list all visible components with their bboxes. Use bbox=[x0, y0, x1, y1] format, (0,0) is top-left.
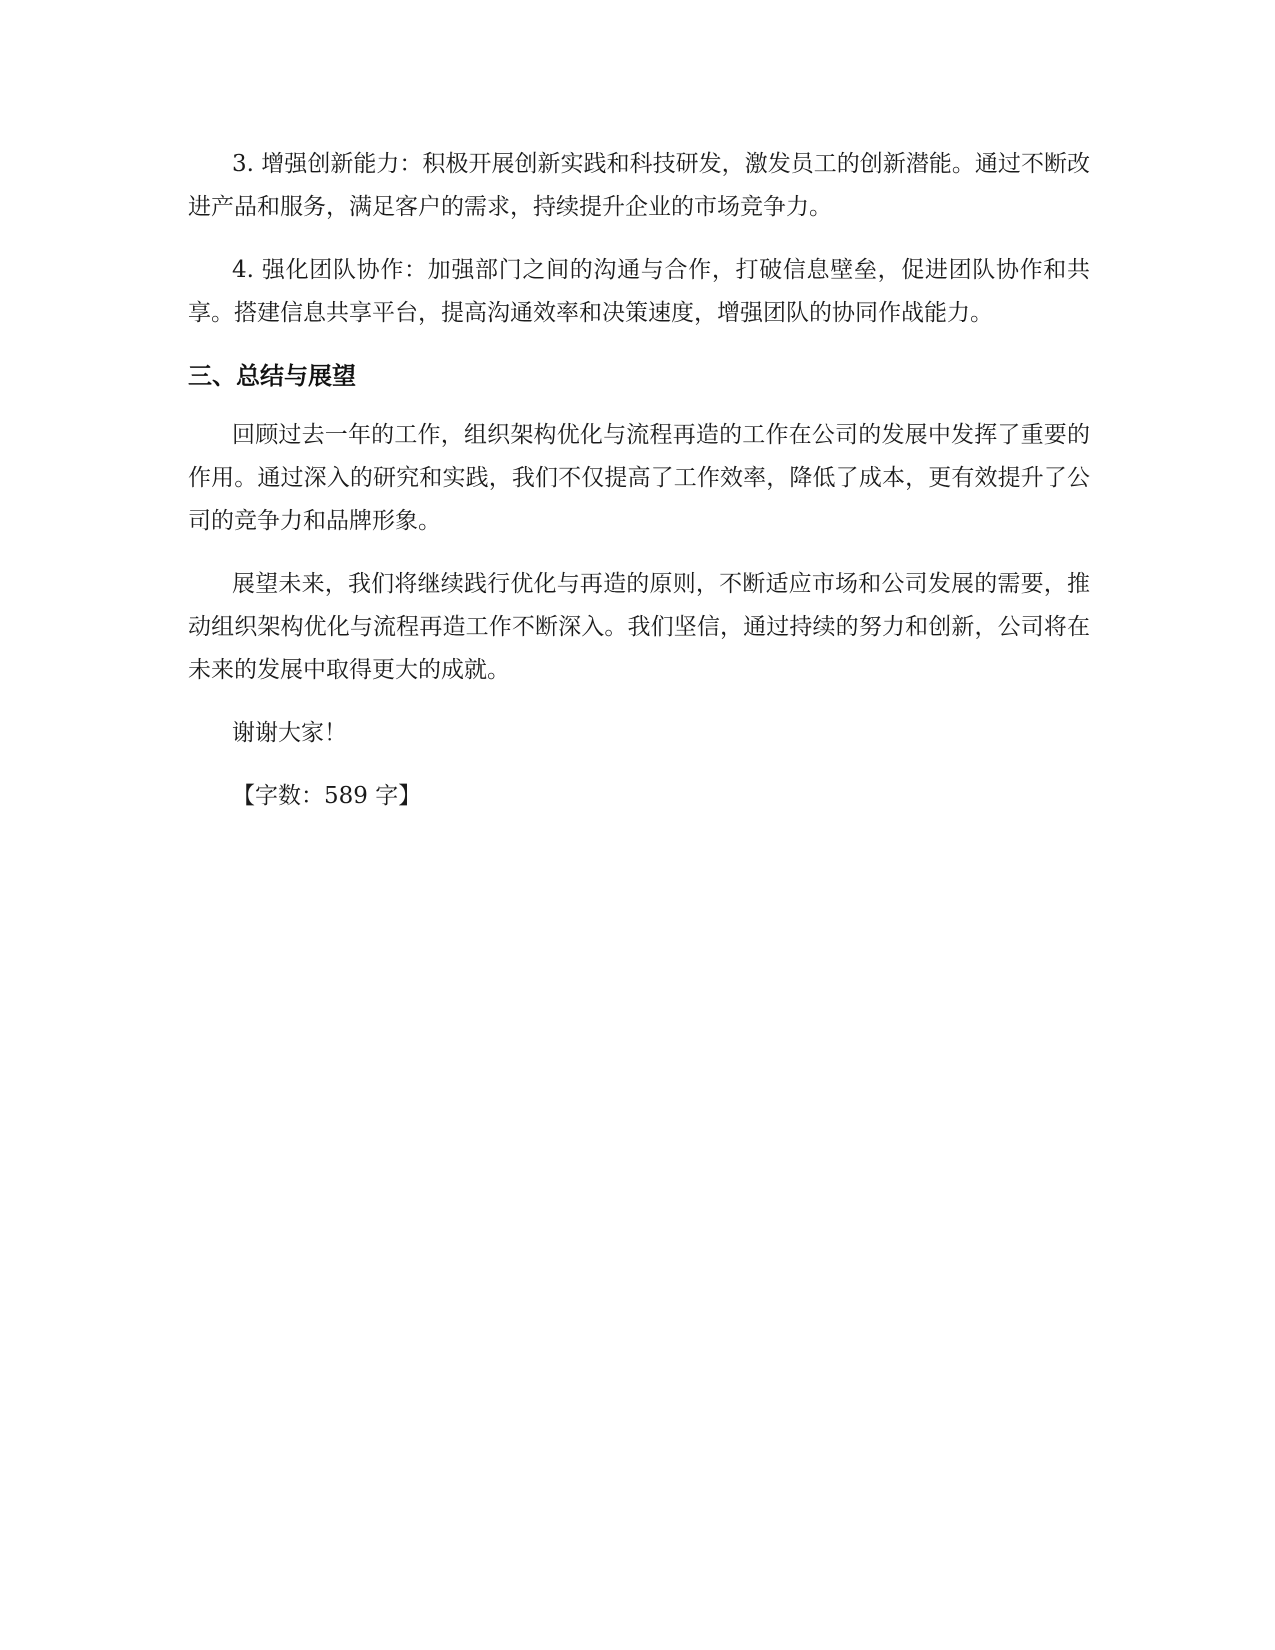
word-count: 【字数：589 字】 bbox=[232, 783, 422, 809]
paragraph-teamwork: 4. 强化团队协作：加强部门之间的沟通与合作，打破信息壁垒，促进团队协作和共享。搭建信息共享平台，提高沟通效率和决策速度，增强团队的协同作战能力。 bbox=[188, 257, 1090, 326]
section-heading: 三、总结与展望 bbox=[188, 362, 356, 390]
paragraph-outlook: 展望未来，我们将继续践行优化与再造的原则，不断适应市场和公司发展的需要，推动组织架构优化与流程再造工作不断深入。我们坚信，通过持续的努力和创新，公司将在未来的发展中取得更大的成就。 bbox=[188, 571, 1090, 683]
paragraph-review: 回顾过去一年的工作，组织架构优化与流程再造的工作在公司的发展中发挥了重要的作用。通过深入的研究和实践，我们不仅提高了工作效率，降低了成本，更有效提升了公司的竞争力和品牌形象。 bbox=[188, 422, 1090, 534]
paragraph-innovation: 3. 增强创新能力：积极开展创新实践和科技研发，激发员工的创新潜能。通过不断改进产品和服务，满足客户的需求，持续提升企业的市场竞争力。 bbox=[188, 151, 1090, 220]
document-body bbox=[188, 143, 1090, 818]
closing-text: 谢谢大家！ bbox=[232, 720, 347, 746]
